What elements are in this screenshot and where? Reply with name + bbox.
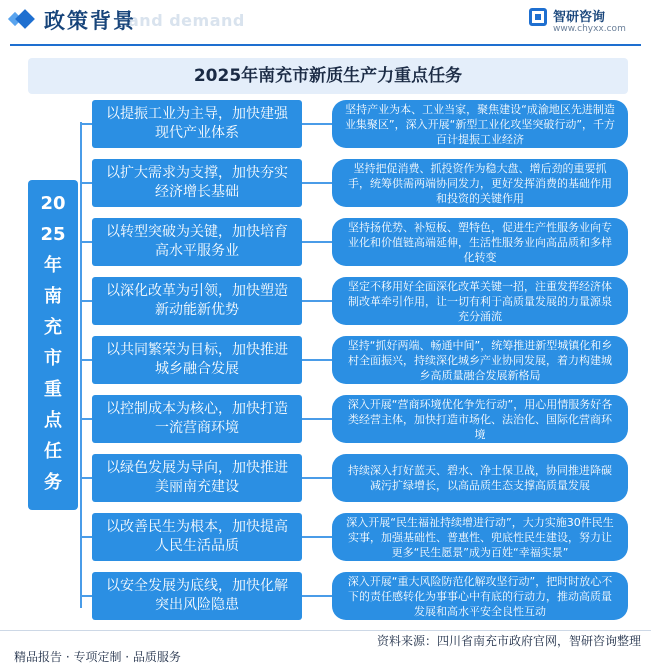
side-label-char: 南	[44, 286, 62, 307]
connector-branch	[80, 300, 92, 302]
task-heading: 以共同繁荣为目标，加快推进城乡融合发展	[92, 336, 302, 384]
task-heading: 以扩大需求为支撑，加快夯实经济增长基础	[92, 159, 302, 207]
side-label-char: 务	[44, 472, 62, 493]
side-label-char: 重	[44, 379, 62, 400]
page-header	[0, 0, 651, 42]
task-heading: 以绿色发展为导向，加快推进美丽南充建设	[92, 454, 302, 502]
task-detail: 坚持“抓好两端、畅通中间”，统筹推进新型城镇化和乡村全面振兴，持续深化城乡产业协同发展，着力构建城乡高质量融合发展新格局	[332, 336, 628, 384]
connector-branch	[80, 595, 92, 597]
connector-link	[302, 123, 332, 125]
connector-link	[302, 418, 332, 420]
footer-divider	[0, 630, 651, 631]
task-detail: 坚定不移用好全面深化改革关键一招，注重发挥经济体制改革牵引作用，让一切有利于高质量发展的力量源泉充分涌流	[332, 277, 628, 325]
task-heading: 以深化改革为引领，加快塑造新动能新优势	[92, 277, 302, 325]
header-ghost-text: and demand	[128, 11, 245, 30]
connector-link	[302, 300, 332, 302]
diamond-icon	[15, 9, 35, 29]
side-label-char: 20	[40, 193, 66, 214]
side-label	[28, 180, 78, 510]
connector-branch	[80, 123, 92, 125]
connector-link	[302, 595, 332, 597]
brand-url: www.chyxx.com	[553, 24, 626, 34]
side-label-text	[28, 188, 78, 498]
task-detail: 坚持产业为本、工业当家，聚焦建设“成渝地区先进制造业集聚区”，深入开展“新型工业化攻坚突破行动”，千方百计提振工业经济	[332, 100, 628, 148]
side-label-char: 充	[44, 317, 62, 338]
task-heading: 以安全发展为底线，加快化解突出风险隐患	[92, 572, 302, 620]
side-label-char: 点	[44, 410, 62, 431]
header-divider	[10, 44, 641, 46]
brand-logo-icon	[529, 8, 547, 26]
task-detail: 坚持把促消费、抓投资作为稳大盘、增后劲的重要抓手，统筹供需两端协同发力，更好发挥消费的基础作用和投资的关键作用	[332, 159, 628, 207]
connector-branch	[80, 418, 92, 420]
task-heading: 以提振工业为主导，加快建强现代产业体系	[92, 100, 302, 148]
footer-bar	[0, 648, 651, 665]
task-detail: 深入开展“重大风险防范化解攻坚行动”，把时时放心不下的责任感转化为事事心中有底的行动力，推动高质量发展和高水平安全良性互动	[332, 572, 628, 620]
section-title: 政策背景	[44, 9, 136, 33]
source-note: 资料来源：四川省南充市政府官网，智研咨询整理	[376, 634, 641, 648]
task-heading: 以控制成本为核心，加快打造一流营商环境	[92, 395, 302, 443]
connector-link	[302, 477, 332, 479]
connector-branch	[80, 182, 92, 184]
brand-name: 智研咨询	[553, 10, 606, 25]
connector-link	[302, 182, 332, 184]
connector-branch	[80, 477, 92, 479]
connector-link	[302, 359, 332, 361]
task-detail: 深入开展“民生福祉持续增进行动”，大力实施30件民生实事，加强基础性、普惠性、兜底性民生建设，努力让更多“民生愿景”成为百姓“幸福实景”	[332, 513, 628, 561]
task-detail: 坚持扬优势、补短板、塑特色，促进生产性服务业向专业化和价值链高端延伸，生活性服务业向高品质和多样化转变	[332, 218, 628, 266]
connector-branch	[80, 536, 92, 538]
side-label-char: 市	[44, 348, 62, 369]
side-label-char: 任	[44, 441, 62, 462]
task-heading: 以转型突破为关键，加快培育高水平服务业	[92, 218, 302, 266]
connector-branch	[80, 359, 92, 361]
task-heading: 以改善民生为根本，加快提高人民生活品质	[92, 513, 302, 561]
connector-branch	[80, 241, 92, 243]
side-label-char: 25	[40, 224, 66, 245]
brand-logo	[529, 6, 639, 40]
connector-link	[302, 241, 332, 243]
task-detail: 持续深入打好蓝天、碧水、净土保卫战，协同推进降碳减污扩绿增长，以高品质生态支撑高质量发展	[332, 454, 628, 502]
doc-title: 2025年南充市新质生产力重点任务	[28, 58, 628, 94]
connector-link	[302, 536, 332, 538]
task-detail: 深入开展“营商环境优化争先行动”，用心用情服务好各类经营主体，加快打造市场化、法治化、国际化营商环境	[332, 395, 628, 443]
footer-text: 精品报告 · 专项定制 · 品质服务	[14, 650, 181, 664]
side-label-char: 年	[44, 255, 62, 276]
